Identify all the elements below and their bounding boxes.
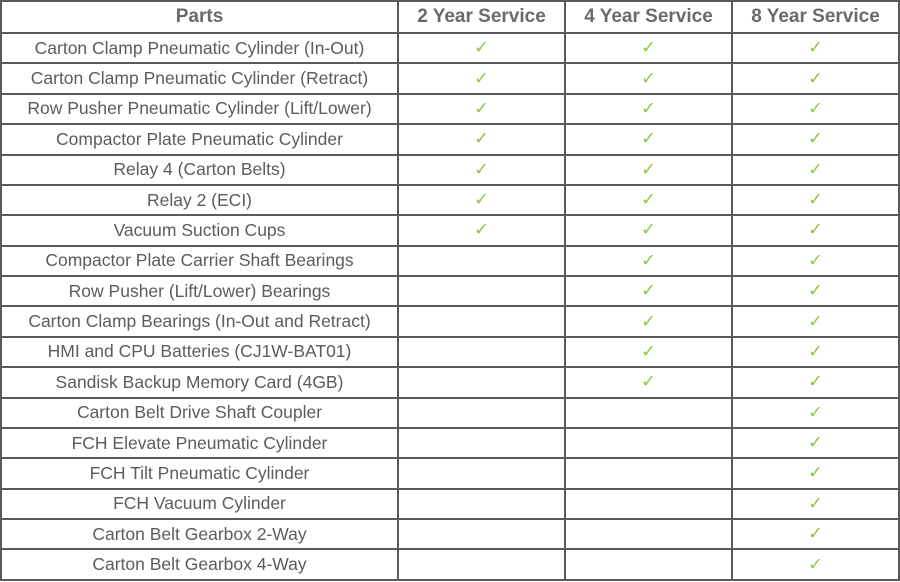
table-row	[1, 428, 899, 458]
part-name-cell: FCH Elevate Pneumatic Cylinder	[1, 428, 398, 458]
checkmark-icon: ✓	[641, 311, 656, 332]
table-header-row	[1, 1, 899, 33]
part-name-cell: Compactor Plate Carrier Shaft Bearings	[1, 246, 398, 276]
checkmark-icon: ✓	[808, 159, 823, 180]
4-year-service-cell	[565, 155, 732, 185]
checkmark-icon: ✓	[474, 129, 489, 150]
table-row	[1, 185, 899, 215]
header-8-year-service: 8 Year Service	[732, 1, 899, 33]
checkmark-icon: ✓	[808, 463, 823, 484]
4-year-service-cell	[565, 458, 732, 488]
checkmark-icon: ✓	[641, 220, 656, 241]
2-year-service-cell	[398, 428, 565, 458]
checkmark-icon: ✓	[808, 190, 823, 211]
part-name-cell: Relay 4 (Carton Belts)	[1, 155, 398, 185]
2-year-service-cell	[398, 367, 565, 397]
part-name-cell: Vacuum Suction Cups	[1, 215, 398, 245]
table-row	[1, 337, 899, 367]
8-year-service-cell	[732, 337, 899, 367]
2-year-service-cell	[398, 246, 565, 276]
part-name-cell: Carton Belt Gearbox 2-Way	[1, 519, 398, 549]
8-year-service-cell	[732, 458, 899, 488]
2-year-service-cell	[398, 519, 565, 549]
table-row	[1, 458, 899, 488]
part-name-cell: HMI and CPU Batteries (CJ1W-BAT01)	[1, 337, 398, 367]
4-year-service-cell	[565, 185, 732, 215]
checkmark-icon: ✓	[641, 98, 656, 119]
checkmark-icon: ✓	[808, 433, 823, 454]
4-year-service-cell	[565, 276, 732, 306]
checkmark-icon: ✓	[474, 68, 489, 89]
header-parts: Parts	[1, 1, 398, 33]
table-row	[1, 94, 899, 124]
checkmark-icon: ✓	[474, 38, 489, 59]
2-year-service-cell	[398, 398, 565, 428]
checkmark-icon: ✓	[641, 372, 656, 393]
checkmark-icon: ✓	[808, 98, 823, 119]
part-name-cell: Sandisk Backup Memory Card (4GB)	[1, 367, 398, 397]
4-year-service-cell	[565, 519, 732, 549]
part-name-cell: Carton Clamp Pneumatic Cylinder (In-Out)	[1, 33, 398, 63]
table-row	[1, 63, 899, 93]
8-year-service-cell	[732, 94, 899, 124]
checkmark-icon: ✓	[641, 190, 656, 211]
checkmark-icon: ✓	[641, 38, 656, 59]
part-name-cell: FCH Vacuum Cylinder	[1, 489, 398, 519]
8-year-service-cell	[732, 367, 899, 397]
8-year-service-cell	[732, 33, 899, 63]
2-year-service-cell	[398, 124, 565, 154]
8-year-service-cell	[732, 489, 899, 519]
header-4-year-service: 4 Year Service	[565, 1, 732, 33]
2-year-service-cell	[398, 33, 565, 63]
table-row	[1, 549, 899, 580]
2-year-service-cell	[398, 337, 565, 367]
4-year-service-cell	[565, 367, 732, 397]
table-row	[1, 367, 899, 397]
part-name-cell: Row Pusher Pneumatic Cylinder (Lift/Lower)	[1, 94, 398, 124]
header-2-year-service: 2 Year Service	[398, 1, 565, 33]
4-year-service-cell	[565, 63, 732, 93]
checkmark-icon: ✓	[808, 281, 823, 302]
8-year-service-cell	[732, 519, 899, 549]
2-year-service-cell	[398, 155, 565, 185]
part-name-cell: Compactor Plate Pneumatic Cylinder	[1, 124, 398, 154]
4-year-service-cell	[565, 215, 732, 245]
table-row	[1, 489, 899, 519]
table-row	[1, 215, 899, 245]
4-year-service-cell	[565, 124, 732, 154]
4-year-service-cell	[565, 428, 732, 458]
checkmark-icon: ✓	[808, 38, 823, 59]
2-year-service-cell	[398, 94, 565, 124]
2-year-service-cell	[398, 306, 565, 336]
part-name-cell: Relay 2 (ECI)	[1, 185, 398, 215]
checkmark-icon: ✓	[808, 341, 823, 362]
4-year-service-cell	[565, 549, 732, 580]
8-year-service-cell	[732, 398, 899, 428]
4-year-service-cell	[565, 33, 732, 63]
table-row	[1, 306, 899, 336]
checkmark-icon: ✓	[808, 250, 823, 271]
8-year-service-cell	[732, 306, 899, 336]
table-body	[1, 33, 899, 580]
checkmark-icon: ✓	[641, 250, 656, 271]
table-row	[1, 33, 899, 63]
checkmark-icon: ✓	[808, 402, 823, 423]
8-year-service-cell	[732, 185, 899, 215]
2-year-service-cell	[398, 489, 565, 519]
8-year-service-cell	[732, 549, 899, 580]
part-name-cell: Carton Clamp Pneumatic Cylinder (Retract)	[1, 63, 398, 93]
2-year-service-cell	[398, 549, 565, 580]
2-year-service-cell	[398, 63, 565, 93]
8-year-service-cell	[732, 124, 899, 154]
8-year-service-cell	[732, 63, 899, 93]
checkmark-icon: ✓	[474, 159, 489, 180]
8-year-service-cell	[732, 276, 899, 306]
checkmark-icon: ✓	[808, 524, 823, 545]
checkmark-icon: ✓	[808, 220, 823, 241]
2-year-service-cell	[398, 215, 565, 245]
checkmark-icon: ✓	[641, 341, 656, 362]
table-row	[1, 276, 899, 306]
checkmark-icon: ✓	[474, 220, 489, 241]
table-row	[1, 155, 899, 185]
checkmark-icon: ✓	[808, 68, 823, 89]
table-row	[1, 398, 899, 428]
table-row	[1, 519, 899, 549]
4-year-service-cell	[565, 306, 732, 336]
checkmark-icon: ✓	[641, 159, 656, 180]
4-year-service-cell	[565, 246, 732, 276]
table-row	[1, 246, 899, 276]
checkmark-icon: ✓	[808, 493, 823, 514]
checkmark-icon: ✓	[474, 190, 489, 211]
part-name-cell: Carton Belt Drive Shaft Coupler	[1, 398, 398, 428]
checkmark-icon: ✓	[641, 68, 656, 89]
part-name-cell: Carton Clamp Bearings (In-Out and Retract)	[1, 306, 398, 336]
table-row	[1, 124, 899, 154]
4-year-service-cell	[565, 337, 732, 367]
8-year-service-cell	[732, 428, 899, 458]
2-year-service-cell	[398, 458, 565, 488]
4-year-service-cell	[565, 489, 732, 519]
part-name-cell: Carton Belt Gearbox 4-Way	[1, 549, 398, 580]
4-year-service-cell	[565, 94, 732, 124]
8-year-service-cell	[732, 215, 899, 245]
4-year-service-cell	[565, 398, 732, 428]
checkmark-icon: ✓	[808, 129, 823, 150]
checkmark-icon: ✓	[474, 98, 489, 119]
2-year-service-cell	[398, 276, 565, 306]
checkmark-icon: ✓	[808, 372, 823, 393]
part-name-cell: Row Pusher (Lift/Lower) Bearings	[1, 276, 398, 306]
8-year-service-cell	[732, 155, 899, 185]
checkmark-icon: ✓	[808, 554, 823, 575]
checkmark-icon: ✓	[641, 281, 656, 302]
part-name-cell: FCH Tilt Pneumatic Cylinder	[1, 458, 398, 488]
8-year-service-cell	[732, 246, 899, 276]
checkmark-icon: ✓	[641, 129, 656, 150]
checkmark-icon: ✓	[808, 311, 823, 332]
2-year-service-cell	[398, 185, 565, 215]
